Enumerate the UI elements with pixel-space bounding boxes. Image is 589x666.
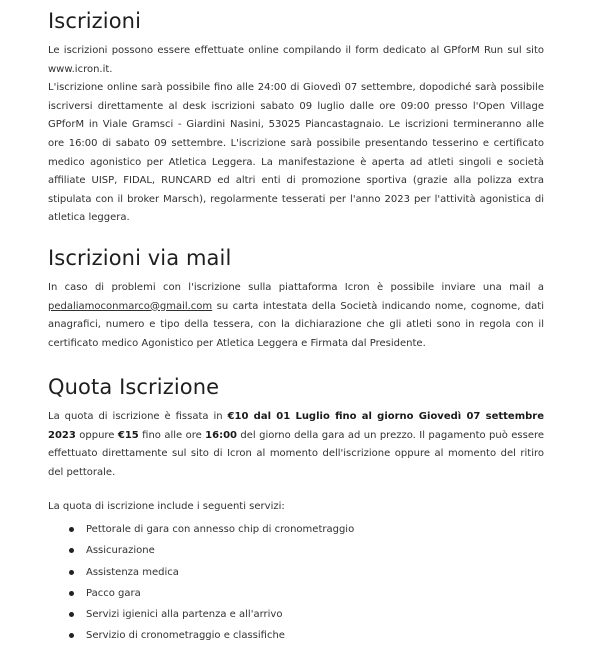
quota-price-late: €15 bbox=[117, 429, 139, 441]
section-title-iscrizioni: Iscrizioni bbox=[48, 9, 141, 33]
list-item: Pacco gara bbox=[48, 583, 354, 604]
bullet-icon bbox=[69, 527, 74, 532]
iscrizioni-paragraph-1: Le iscrizioni possono essere effettuate online compilando il form dedicato al GPforM Run sul sito www.icron.it. bbox=[48, 45, 544, 75]
quota-price-early: €10 dal 01 Luglio fino al giorno Giovedì 07 settembre 2023 bbox=[48, 411, 544, 441]
bullet-icon bbox=[69, 548, 74, 553]
mail-text-before: In caso di problemi con l'iscrizione sulla piattaforma Icron è possibile inviare una mail a bbox=[48, 282, 544, 293]
iscrizioni-paragraph-2: L'iscrizione online sarà possibile fino alle 24:00 di Giovedì 07 settembre, dopodiché sarà possibile iscriversi direttamente al desk iscrizioni sabato 09 luglio dalle ore 09:00 presso l'Open Village GPforM in Viale Gramsci - Giardini Nasini, 53025 Piancastagnaio. Le iscrizioni termineranno alle ore 16:00 di sabato 09 settembre. L'iscrizione sarà possibile presentando tesserino e certificato medico agonistico per Atletica Leggera. La manifestazione è aperta ad atleti singoli e società affiliate UISP, FIDAL, RUNCARD ed altri enti di promozione sportiva (grazie alla polizza extra stipulata con il broker Marsch), regolarmente tesserati per l'anno 2023 per l'attività agonistica di atletica leggera. bbox=[48, 82, 544, 224]
mail-text-after: su carta intestata della Società indicando nome, cognome, dati anagrafici, numero e tipo della tessera, con la dichiarazione che gli atleti sono in regola con il certificato medico Agonistico per Atletica Leggera e Firmata dal Presidente. bbox=[48, 300, 544, 349]
bullet-icon bbox=[69, 633, 74, 638]
list-item: Assicurazione bbox=[48, 540, 354, 561]
bullet-icon bbox=[69, 570, 74, 575]
list-item: Pettorale di gara con annesso chip di cronometraggio bbox=[48, 519, 354, 540]
section-body-quota bbox=[48, 408, 544, 482]
quota-text-2: oppure bbox=[75, 429, 118, 441]
list-item: Assistenza medica bbox=[48, 562, 354, 583]
section-body-iscrizioni-mail bbox=[48, 279, 544, 353]
section-body-iscrizioni bbox=[48, 42, 544, 228]
email-link[interactable]: pedaliamoconmarco@gmail.com bbox=[48, 300, 213, 312]
bullet-icon bbox=[69, 612, 74, 617]
quota-text-3: fino alle ore bbox=[138, 429, 206, 441]
quota-deadline-time: 16:00 bbox=[205, 429, 237, 441]
bullet-icon bbox=[69, 591, 74, 596]
services-intro: La quota di iscrizione include i seguenti servizi: bbox=[48, 501, 285, 512]
section-title-iscrizioni-mail: Iscrizioni via mail bbox=[48, 246, 232, 270]
services-list bbox=[48, 519, 354, 647]
section-title-quota: Quota Iscrizione bbox=[48, 375, 220, 399]
list-item: Servizio di cronometraggio e classifiche bbox=[48, 625, 354, 646]
quota-text-1: La quota di iscrizione è fissata in bbox=[48, 411, 228, 422]
list-item: Servizi igienici alla partenza e all'arrivo bbox=[48, 604, 354, 625]
quota-text-4: del giorno della gara ad un prezzo. Il pagamento può essere effettuato direttamente sul sito di Icron al momento dell'iscrizione oppure al momento del ritiro del pettorale. bbox=[48, 429, 545, 478]
